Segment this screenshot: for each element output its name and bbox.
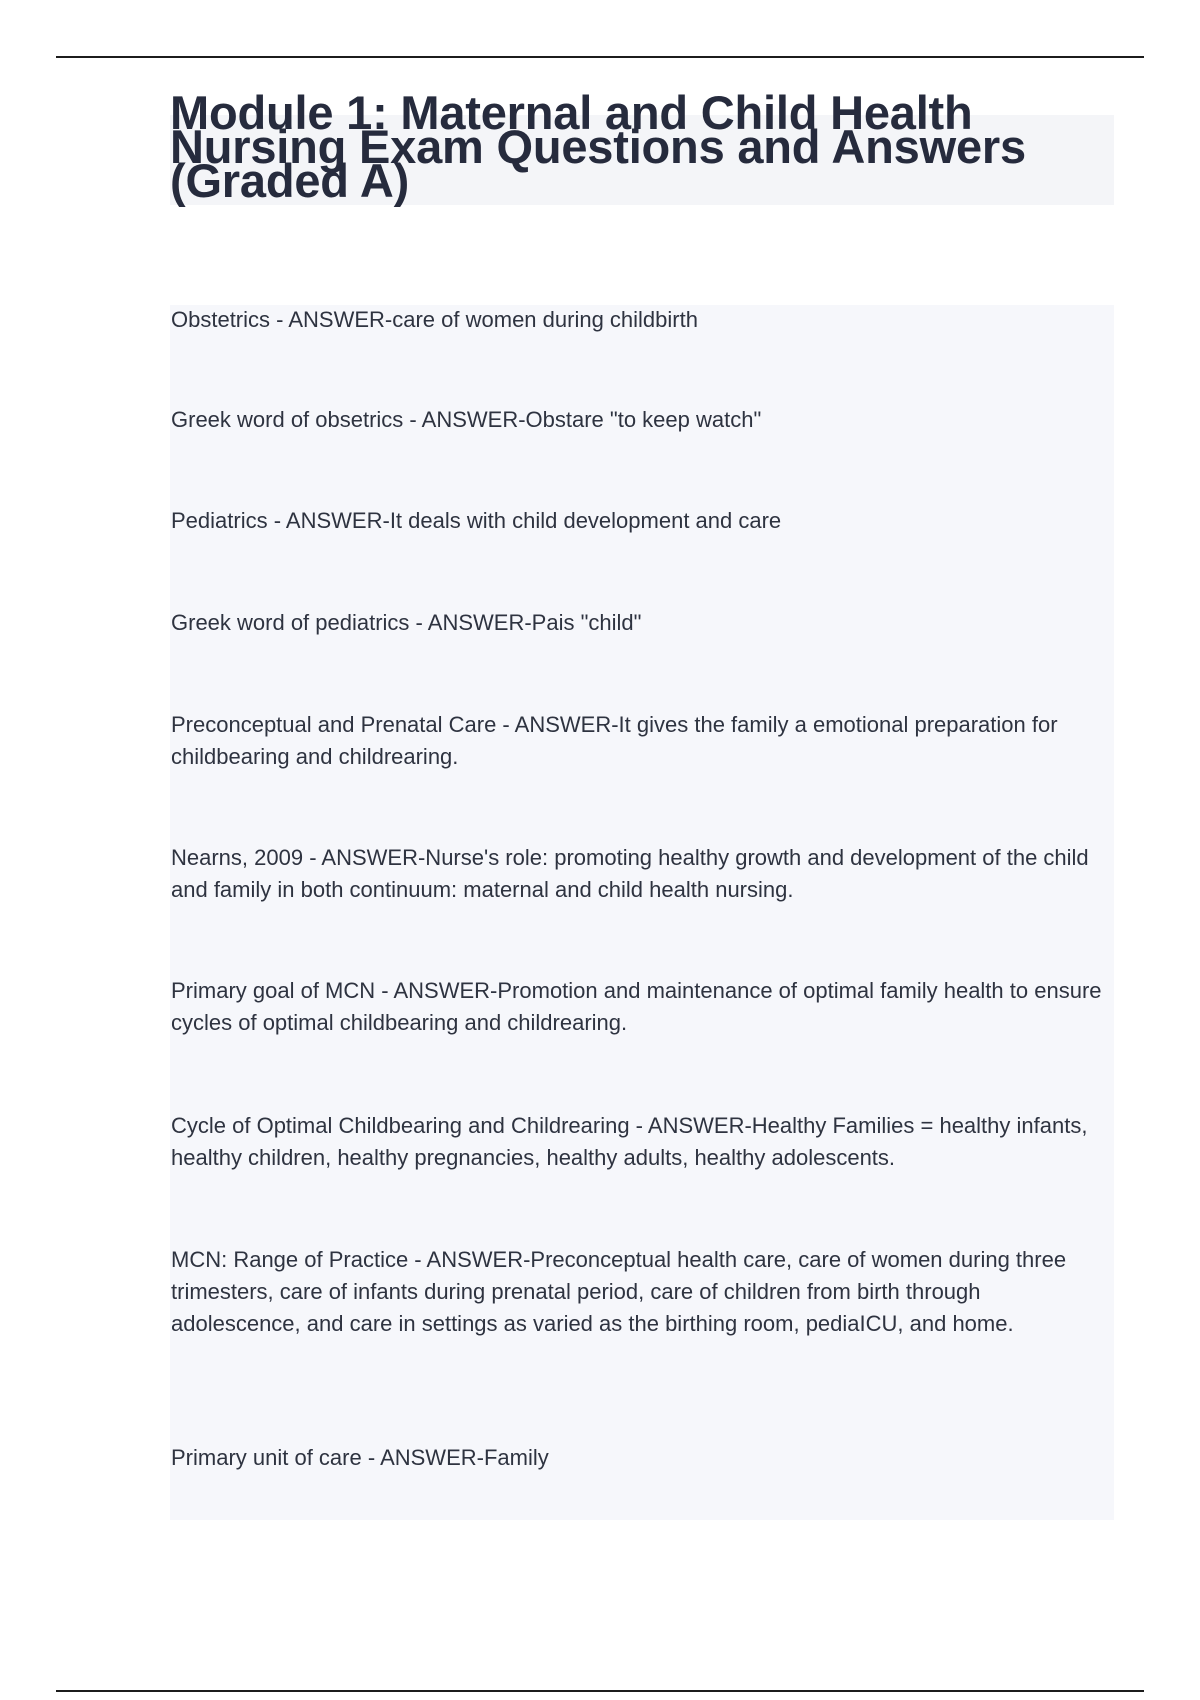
qa-item: Obstetrics - ANSWER-care of women during childbirth [171, 307, 698, 332]
document-title: Module 1: Maternal and Child Health Nursing Exam Questions and Answers (Graded A) [170, 86, 1026, 207]
bottom-divider [56, 1690, 1144, 1692]
qa-item: Primary goal of MCN - ANSWER-Promotion and maintenance of optimal family health to ensure cycles of optimal childbearing and childrearing. [171, 978, 1102, 1035]
qa-item: Primary unit of care - ANSWER-Family [171, 1445, 549, 1470]
qa-item: Greek word of pediatrics - ANSWER-Pais "child" [171, 610, 642, 635]
qa-item: Greek word of obsetrics - ANSWER-Obstare "to keep watch" [171, 407, 762, 432]
qa-item: Nearns, 2009 - ANSWER-Nurse's role: promoting healthy growth and development of the child and family in both continuum: maternal and child health nursing. [171, 845, 1089, 902]
qa-item: Preconceptual and Prenatal Care - ANSWER-It gives the family a emotional preparation for childbearing and childrearing. [171, 712, 1058, 769]
top-divider [56, 56, 1144, 58]
qa-item: Cycle of Optimal Childbearing and Childrearing - ANSWER-Healthy Families = healthy infants, healthy children, healthy pregnancies, healthy adults, healthy adolescents. [171, 1113, 1088, 1170]
qa-item: MCN: Range of Practice - ANSWER-Preconceptual health care, care of women during three trimesters, care of infants during prenatal period, care of children from birth through adolescence, and care in settings as varied as the birthing room, pediaICU, and home. [171, 1247, 1067, 1336]
qa-item: Pediatrics - ANSWER-It deals with child development and care [171, 508, 782, 533]
